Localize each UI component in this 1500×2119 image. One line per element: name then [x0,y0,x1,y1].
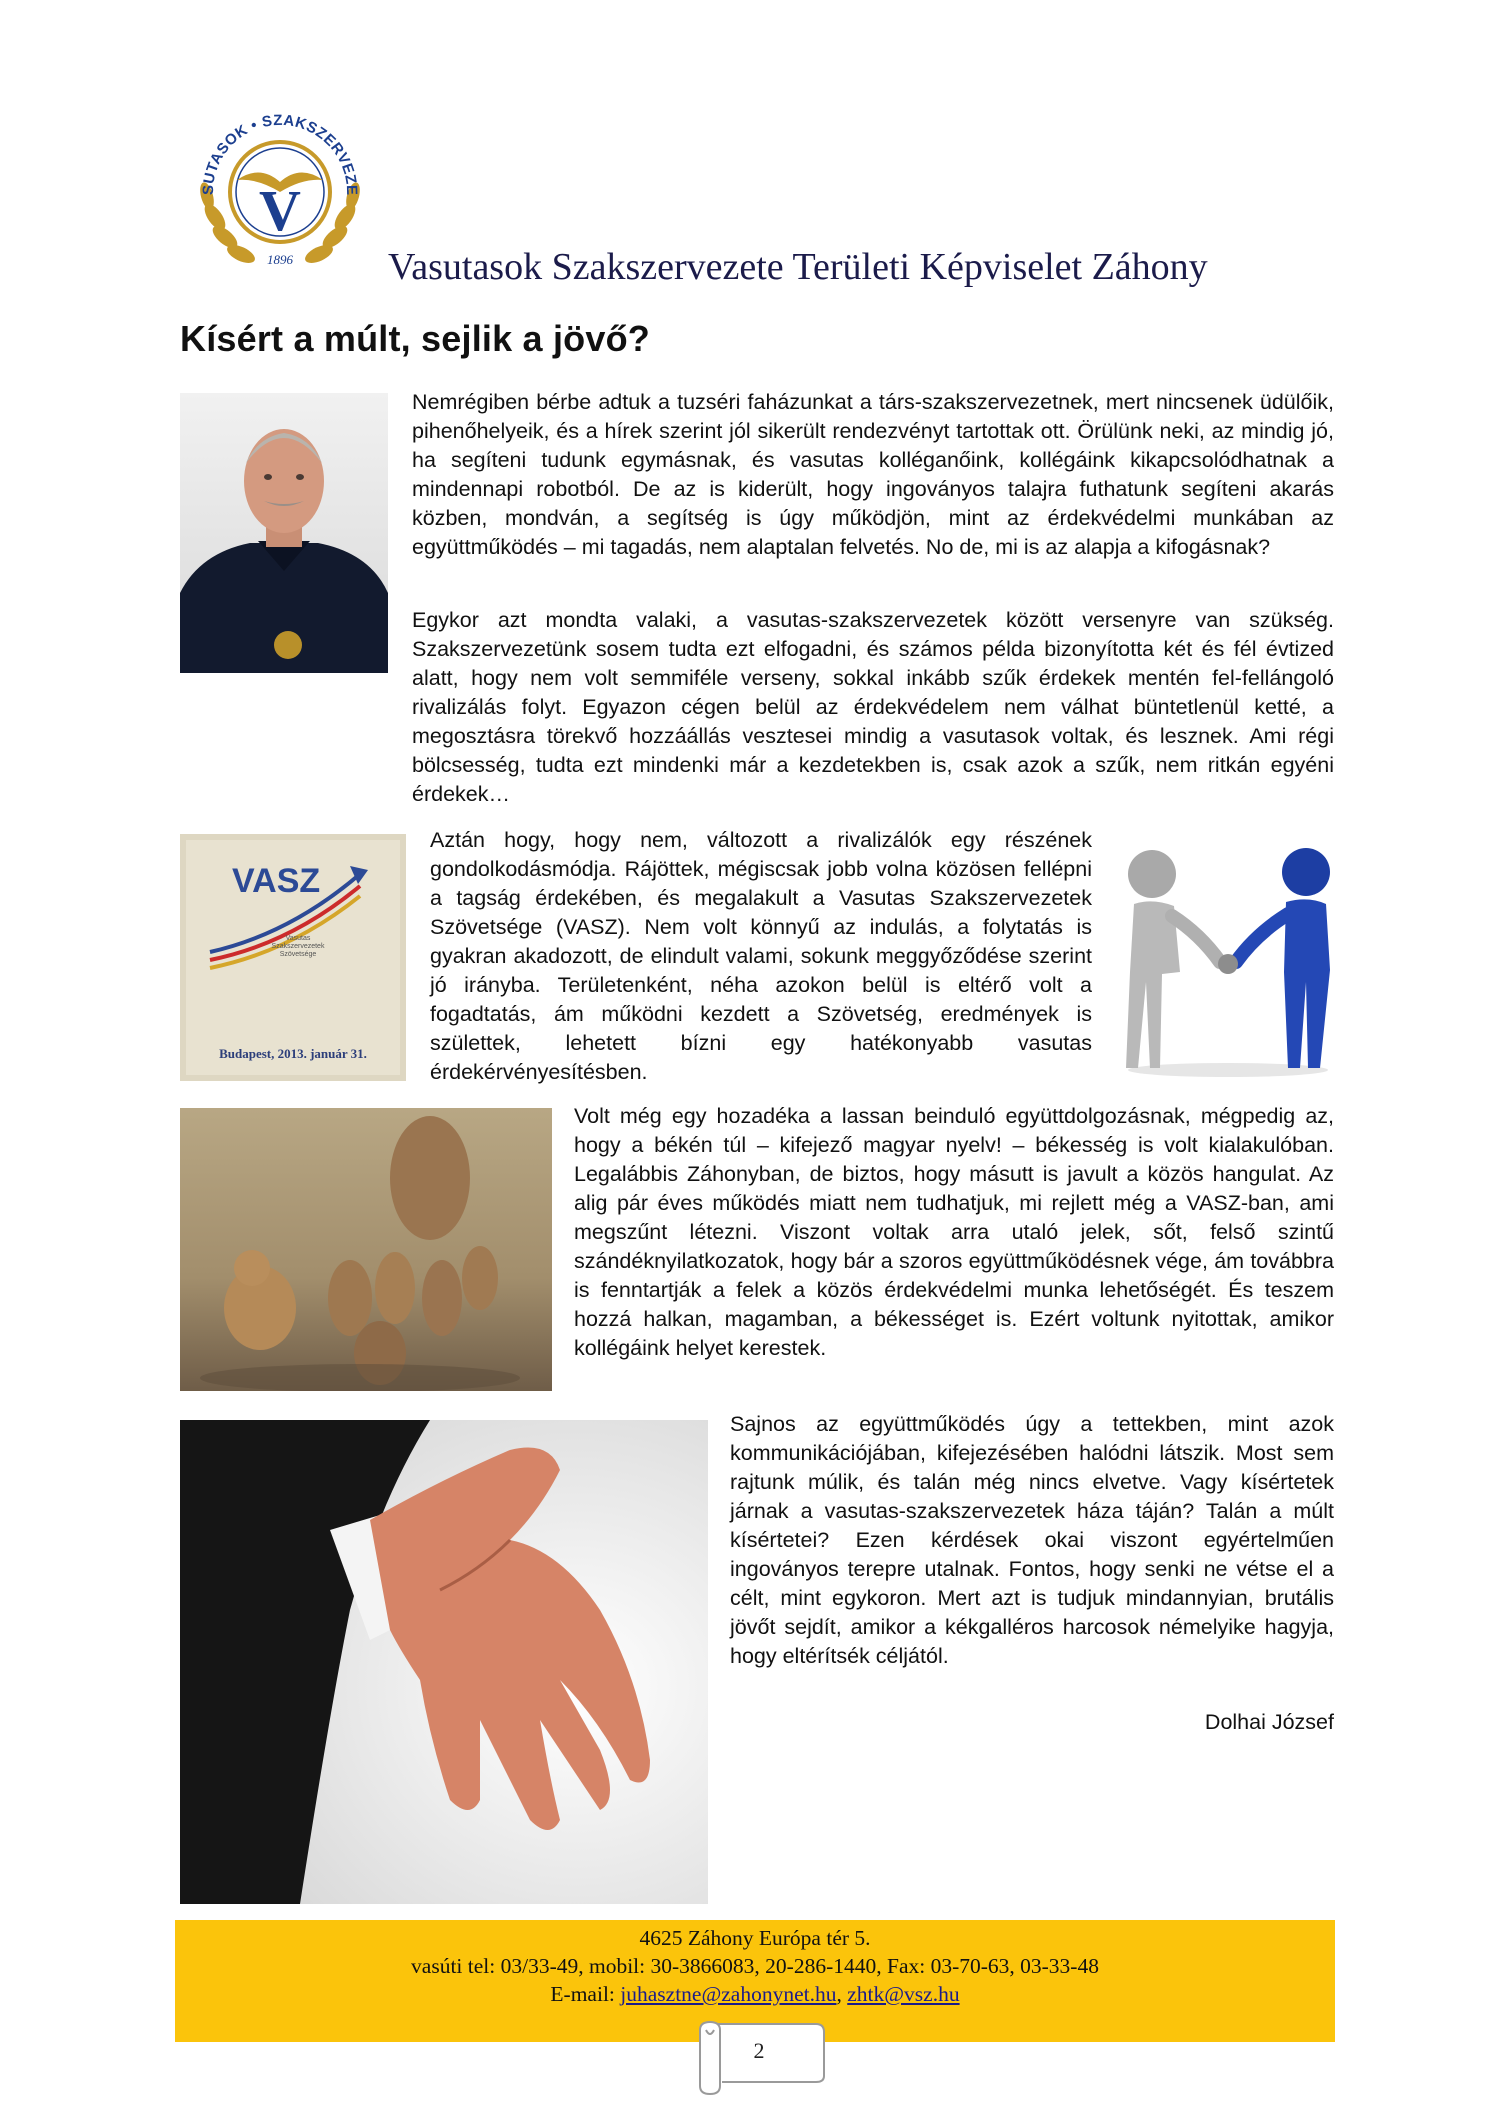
svg-text:1896: 1896 [267,252,293,267]
svg-text:VASZ: VASZ [232,862,321,900]
footer-email-line [175,1980,1335,2008]
paragraph-5: Sajnos az együttműködés úgy a tettekben, mint azok kommunikációjában, kifejezésében halódni látszik. Most sem rajtunk múlik, és talán még nincs elvetve. Vagy kísértetek járnak a vasutas-szakszervezetek háza táján? Talán a múlt kísértetei? Ezen kérdések okai viszont egyértelműen ingoványos terepre utalnak. Fontos, hogy senki ne vétse el a célt, mint egykoron. Mert azt is tudjuk mindannyian, brutális jövőt sejdít, amikor a kékgalléros harcosok némelyike hagyja, hogy eltérítsék céljától. [730,1412,1334,1668]
svg-text:V: V [259,178,301,243]
page-number-text: 2 [753,2038,765,2063]
vasutasok-szakszervezete-logo-icon [185,92,375,282]
offered-hand-photo [180,1420,708,1904]
vasz-sign-photo [180,834,406,1081]
paragraph-2 [180,606,1334,809]
svg-text:Szakszervezetek: Szakszervezetek [271,943,325,950]
email-link-juhasztne[interactable]: juhasztne@zahonynet.hu [620,1982,837,2006]
organization-title: Vasutasok Szakszervezete Területi Képviselet Záhony [388,246,1208,288]
org-logo [185,92,375,282]
handshake-figures-illustration [1116,842,1340,1080]
footer-phones: vasúti tel: 03/33-49, mobil: 30-3866083, 20-286-1440, Fax: 03-70-63, 03-33-48 [411,1954,1099,1978]
footer-email-label: E-mail: [550,1982,615,2006]
svg-text:Vasutas: Vasutas [285,935,311,942]
footer-email-separator: , [836,1982,842,2006]
portrait-wrap-spacer [180,606,412,806]
lion-cubs-photo [180,1108,552,1391]
page-number [692,2016,826,2096]
author-name: Dolhai József [1204,1710,1334,1734]
paragraph-3: Aztán hogy, hogy nem, változott a rivalizálók egy részének gondolkodásmódja. Rájöttek, mégiscsak jobb volna közösen fellépni a tagság érdekében, és megalakult a Vasutas Szakszervezetek Szövetsége (VASZ). Nem volt könnyű az indulás, a folytatás is gyakran akadozott, de elindult valami, sokunk meggyőződése szerint jó irányba. Területenként, néha azokon belül is eltérő volt a fogadtatás, ám működni kezdett a Szövetség, eredmények is születtek, lehetett bízni egy hatékonyabb vasutas érdekérvényesítésben. [430,828,1092,1084]
svg-text:VASUTASOK • SZAKSZERVEZETE: SUTASOK • SZAKSZERVEZE [199,111,361,196]
paragraph-2-text: Egykor azt mondta valaki, a vasutas-szakszervezetek között versenyre van szükség. Szakszervezetünk sosem tudta ezt elfogadni, és számos példa bizonyította két és fél évtized alatt, hogy nem volt semmiféle verseny, sokkal inkább szűk érdekek mentén fel-fellángoló rivalizálás folyt. Egyazon cégen belül az érdekvédelem nem válhat büntetlenül ketté, a megosztásra törekvő hozzáállás vesztesei mindig a vasutasok voltak, és lesznek. Ami régi bölcsesség, tudta ezt mindenki már a kezdetekben is, csak azok a szűk, nem ritkán egyéni érdekek… [412,608,1334,806]
article-title: Kísért a múlt, sejlik a jövő? [180,318,650,359]
paragraph-4: Volt még egy hozadéka a lassan beinduló együttdolgozásnak, mégpedig az, hogy a békén túl – kifejező magyar nyelv! – békesség is volt kialakulóban. Legalábbis Záhonyban, de biztos, hogy másutt is javult a közös hangulat. Az alig pár éves működés miatt nem tudhatjuk, mi rejlett még a VASZ-ban, ami megszűnt létezni. Viszont voltak arra utaló jelek, sőt, felső szintű szándéknyilatkozatok, hogy bár a szoros együttműködésnek vége, ám továbbra is fenntartják a felek a közös érdekvédelmi munka lehetőségét. És teszem hozzá halkan, magamban, a békességet is. Ezért voltunk nyitottak, amikor kollégáink helyet kerestek. [574,1104,1334,1360]
paragraph-1: Nemrégiben bérbe adtuk a tuzséri faházunkat a társ-szakszervezetnek, mert nincsenek üdülőik, pihenőhelyeik, és a hírek szerint jól sikerült rendezvényt tartottak ott. Örülünk neki, az mindig jó, ha segíteni tudunk egymásnak, és vasutas kolléganőink, kollégáink kikapcsolódhatnak a mindennapi robotból. De az is kiderült, hogy ingoványos talajra futhatunk segíteni akarás közben, mondván, a segítség is úgy működjön, mint az érdekvédelmi munkában az együttműködés – mi tagadás, nem alaptalan felvetés. No de, mi is az alapja a kifogásnak? [412,390,1334,559]
email-link-zhtk[interactable]: zhtk@vsz.hu [847,1982,960,2006]
svg-text:Szövetsége: Szövetsége [279,951,317,958]
svg-text:Budapest, 2013. január 31.: Budapest, 2013. január 31. [219,1046,367,1061]
footer-address: 4625 Záhony Európa tér 5. [639,1926,871,1950]
